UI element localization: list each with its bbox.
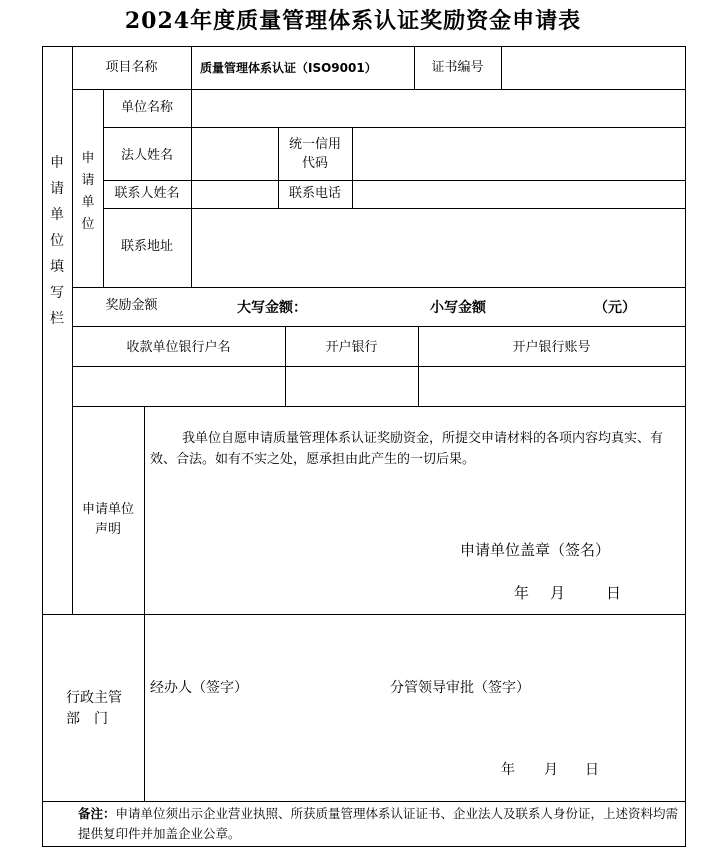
contact-name-field[interactable] bbox=[192, 181, 278, 208]
contact-phone-label: 联系电话 bbox=[288, 186, 341, 201]
cert-number-label: 证书编号 bbox=[431, 60, 484, 75]
credit-code-label-1: 统一信用 bbox=[288, 137, 341, 152]
account-name-field[interactable] bbox=[73, 367, 285, 406]
declaration-year: 年 bbox=[514, 584, 530, 602]
bank-field[interactable] bbox=[286, 367, 418, 406]
row-line bbox=[42, 614, 686, 615]
table-border-right bbox=[685, 46, 686, 846]
row-line bbox=[42, 801, 686, 802]
account-number-field[interactable] bbox=[419, 367, 685, 406]
credit-code-field[interactable] bbox=[353, 128, 685, 180]
legal-person-field[interactable] bbox=[192, 128, 278, 180]
project-value: 质量管理体系认证（ISO9001） bbox=[200, 61, 377, 75]
page-title: 2024年度质量管理体系认证奖励资金申请表 bbox=[124, 8, 582, 34]
col-line bbox=[191, 46, 192, 89]
declaration-seal: 申请单位盖章（签名） bbox=[460, 541, 611, 559]
unit-name-field[interactable] bbox=[192, 90, 685, 127]
legal-person-label: 法人姓名 bbox=[120, 148, 173, 163]
declaration-text: 我单位自愿申请质量管理体系认证奖励资金，所提交申请材料的各项内容均真实、有效、合法。如有不实之处，愿承担由此产生的一切后果。 bbox=[150, 431, 664, 467]
leader-approval: 分管领导审批（签字） bbox=[390, 680, 530, 696]
declaration-month: 月 bbox=[550, 584, 566, 602]
unit-name-label: 单位名称 bbox=[120, 100, 173, 115]
reward-unit: （元） bbox=[594, 300, 636, 316]
table-border-left bbox=[42, 46, 43, 846]
note bbox=[78, 804, 682, 844]
admin-month: 月 bbox=[544, 762, 558, 778]
project-label: 项目名称 bbox=[105, 60, 158, 75]
admin-label-1: 行政主管 bbox=[66, 690, 122, 706]
contact-phone-field[interactable] bbox=[353, 181, 685, 208]
note-label: 备注： bbox=[78, 806, 116, 821]
row-line bbox=[72, 326, 685, 327]
contact-name-label: 联系人姓名 bbox=[114, 186, 180, 201]
address-field[interactable] bbox=[192, 209, 685, 287]
table-border-bottom bbox=[42, 846, 686, 847]
declaration-day: 日 bbox=[606, 584, 622, 602]
note-text: 申请单位须出示企业营业执照、所获质量管理体系认证证书、企业法人及联系人身份证，上述资料均需提供复印件并加盖企业公章。 bbox=[78, 806, 679, 841]
row-line bbox=[72, 287, 685, 288]
col-line bbox=[144, 406, 145, 801]
handler-signature: 经办人（签字） bbox=[150, 680, 248, 696]
credit-code-label-2: 代码 bbox=[301, 156, 328, 171]
admin-label-2: 部 门 bbox=[66, 711, 108, 727]
side-label: 申请单位填写栏 bbox=[50, 155, 64, 327]
reward-label: 奖励金额 bbox=[105, 298, 158, 313]
address-label: 联系地址 bbox=[120, 239, 173, 254]
reward-upper-label: 大写金额： bbox=[237, 300, 307, 316]
declaration-label-1: 申请单位 bbox=[81, 502, 134, 517]
bank-label: 开户银行 bbox=[325, 340, 378, 355]
declaration-label-2: 声明 bbox=[94, 522, 121, 537]
admin-day: 日 bbox=[585, 762, 599, 778]
reward-lower-label: 小写金额 bbox=[430, 300, 486, 316]
account-number-label: 开户银行账号 bbox=[512, 340, 591, 355]
admin-year: 年 bbox=[501, 762, 515, 778]
cert-number-field[interactable] bbox=[502, 47, 685, 89]
row-line bbox=[72, 406, 685, 407]
unit-group-label: 申请单位 bbox=[81, 151, 95, 232]
account-name-label: 收款单位银行户名 bbox=[126, 340, 231, 355]
